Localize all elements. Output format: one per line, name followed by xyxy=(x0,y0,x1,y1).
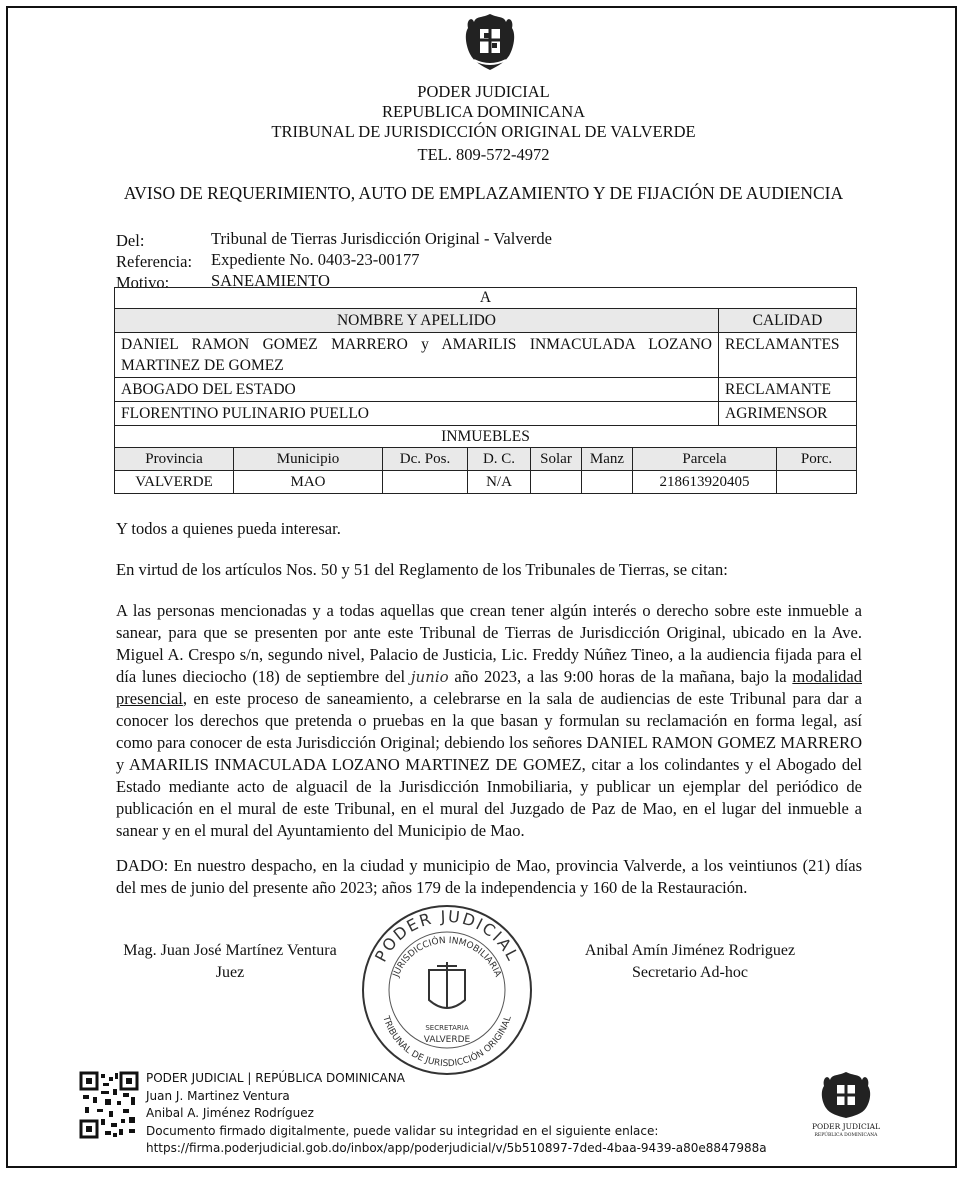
parties-table xyxy=(114,287,857,448)
footer-logo-text2: REPÚBLICA DOMINICANA xyxy=(814,1133,878,1138)
seal-center-valverde: VALVERDE xyxy=(423,1035,471,1045)
col-parcela: Parcela xyxy=(633,448,777,471)
footer-signer-2: Anibal A. Jiménez Rodríguez xyxy=(146,1106,314,1120)
del-label: Del: xyxy=(116,231,145,250)
header-tribunal: TRIBUNAL DE JURISDICCIÓN ORIGINAL DE VALVERDE xyxy=(271,122,696,141)
party-name-line1: DANIEL RAMON GOMEZ MARRERO y AMARILIS INMACULADA LOZANO xyxy=(121,336,712,353)
judge-role: Juez xyxy=(215,964,245,981)
footer-signature-block xyxy=(146,1070,767,1158)
poder-judicial-logo-icon xyxy=(818,1070,874,1120)
seal-bottom-text: TRIBUNAL DE JURISDICCIÓN ORIGINAL xyxy=(380,1014,514,1070)
paragraph-citacion xyxy=(116,600,862,842)
judge-name: Mag. Juan José Martínez Ventura xyxy=(123,942,337,959)
col-solar: Solar xyxy=(531,448,582,471)
col-dc: D. C. xyxy=(468,448,531,471)
inmuebles-header: INMUEBLES xyxy=(115,426,857,448)
citacion-text-c: , en este proceso de saneamiento, a celebrarse en la sala de audiencias de este Tribunal para dar a conocer los derechos que pretenda o pruebas en la que basan y formulan su reclamación en forma legal, así como para conocer de esta Jurisdicción Original; debiendo los señores DANIEL RAMON GOMEZ MARRERO y AMARILIS INMACULADA LOZANO MARTINEZ DE GOMEZ, citar a los colindantes y el Abogado del Estado mediante acto de alguacil de la Jurisdicción Inmobiliaria, y publicar un ejemplar del periódico de publicación en el mural de este Tribunal, en el mural del Juzgado de Paz de Mao, en el lugar del inmueble a sanear y en el mural del Ayuntamiento del Municipio de Mao. xyxy=(116,689,862,840)
parties-a-header: A xyxy=(115,288,857,309)
referencia-label: Referencia: xyxy=(116,252,193,271)
paragraph-interesar: Y todos a quienes pueda interesar. xyxy=(116,519,341,538)
paragraph-dado: DADO: En nuestro despacho, en la ciudad y municipio de Mao, provincia Valverde, a los veintiunos (21) días del mes de junio del presente año 2023; años 179 de la independencia y 160 de la Restauración. xyxy=(116,856,862,897)
document-title: AVISO DE REQUERIMIENTO, AUTO DE EMPLAZAMIENTO Y DE FIJACIÓN DE AUDIENCIA xyxy=(123,183,844,203)
referencia-value: Expediente No. 0403-23-00177 xyxy=(211,250,420,269)
seal-ring-text: JURISDICCIÓN INMOBILIARIA xyxy=(391,935,503,979)
cell-porc xyxy=(777,471,857,494)
col-dc-pos: Dc. Pos. xyxy=(383,448,468,471)
seal-top-text: PODER JUDICIAL xyxy=(371,906,523,965)
cell-municipio: MAO xyxy=(234,471,383,494)
cell-dc: N/A xyxy=(468,471,531,494)
col-nombre-apellido: NOMBRE Y APELLIDO xyxy=(115,309,719,333)
table-row xyxy=(115,471,857,494)
motivo-value: SANEAMIENTO xyxy=(211,271,330,290)
footer-logo-text1: PODER JUDICIAL xyxy=(811,1122,881,1131)
secretary-name: Anibal Amín Jiménez Rodriguez xyxy=(584,942,796,959)
footer-validation-link[interactable]: https://firma.poderjudicial.gob.do/inbox/app/poderjudicial/v/5b510897-7ded-4baa-9439-a80e8847988a xyxy=(146,1141,767,1155)
col-porc: Porc. xyxy=(777,448,857,471)
citacion-text-b: año 2023, a las 9:00 horas de la mañana, bajo la xyxy=(454,667,787,686)
party-name: ABOGADO DEL ESTADO xyxy=(115,378,719,402)
footer-logo-caption xyxy=(806,1122,886,1140)
qr-code-icon xyxy=(79,1071,139,1139)
cell-provincia: VALVERDE xyxy=(115,471,234,494)
footer-validation-text: Documento firmado digitalmente, puede validar su integridad en el siguiente enlace: xyxy=(146,1123,659,1138)
col-manz: Manz xyxy=(582,448,633,471)
col-municipio: Municipio xyxy=(234,448,383,471)
header-republica: REPUBLICA DOMINICANA xyxy=(381,102,586,121)
cell-solar xyxy=(531,471,582,494)
coat-of-arms-icon xyxy=(462,12,518,72)
header-telefono: TEL. 809-572-4972 xyxy=(417,145,550,164)
signature-secretary xyxy=(570,940,810,984)
cell-parcela: 218613920405 xyxy=(633,471,777,494)
modalidad-presencial: modalidad presencial xyxy=(116,667,863,708)
party-quality: AGRIMENSOR xyxy=(719,402,857,426)
citacion-text-a: A las personas mencionadas y a todas aquellas que crean tener algún interés o derecho sobre este inmueble a sanear, para que se presenten por ante este Tribunal de Tierras de Jurisdicción Original, ubicado en la Ave. Miguel A. Crespo s/n, segundo nivel, Palacio de Justicia, Lic. Freddy Núñez Tineo, a la audiencia fijada para el día lunes dieciocho (18) de septiembre del xyxy=(116,601,862,686)
party-quality: RECLAMANTES xyxy=(719,333,857,378)
table-row xyxy=(115,402,857,426)
party-quality: RECLAMANTE xyxy=(719,378,857,402)
cell-dc-pos xyxy=(383,471,468,494)
footer-signer-1: Juan J. Martinez Ventura xyxy=(146,1088,290,1103)
col-calidad: CALIDAD xyxy=(719,309,857,333)
motivo-label: Motivo: xyxy=(116,273,170,292)
col-provincia: Provincia xyxy=(115,448,234,471)
table-row xyxy=(115,378,857,402)
property-table xyxy=(114,447,857,494)
handwritten-correction: junio xyxy=(410,668,449,686)
header-poder-judicial: PODER JUDICIAL xyxy=(417,82,550,101)
secretary-role: Secretario Ad-hoc xyxy=(632,964,748,981)
official-seal xyxy=(357,900,537,1080)
cell-manz xyxy=(582,471,633,494)
signature-judge xyxy=(110,940,350,984)
paragraph-articulos: En virtud de los artículos Nos. 50 y 51 del Reglamento de los Tribunales de Tierras, se citan: xyxy=(116,560,728,579)
table-row xyxy=(115,333,857,378)
footer-poder-judicial: PODER JUDICIAL | REPÚBLICA DOMINICANA xyxy=(146,1071,405,1085)
seal-center-secretaria: SECRETARIA xyxy=(425,1024,469,1032)
party-name-line2: MARTINEZ DE GOMEZ xyxy=(121,357,284,374)
del-value: Tribunal de Tierras Jurisdicción Original - Valverde xyxy=(211,229,552,248)
party-name: FLORENTINO PULINARIO PUELLO xyxy=(115,402,719,426)
